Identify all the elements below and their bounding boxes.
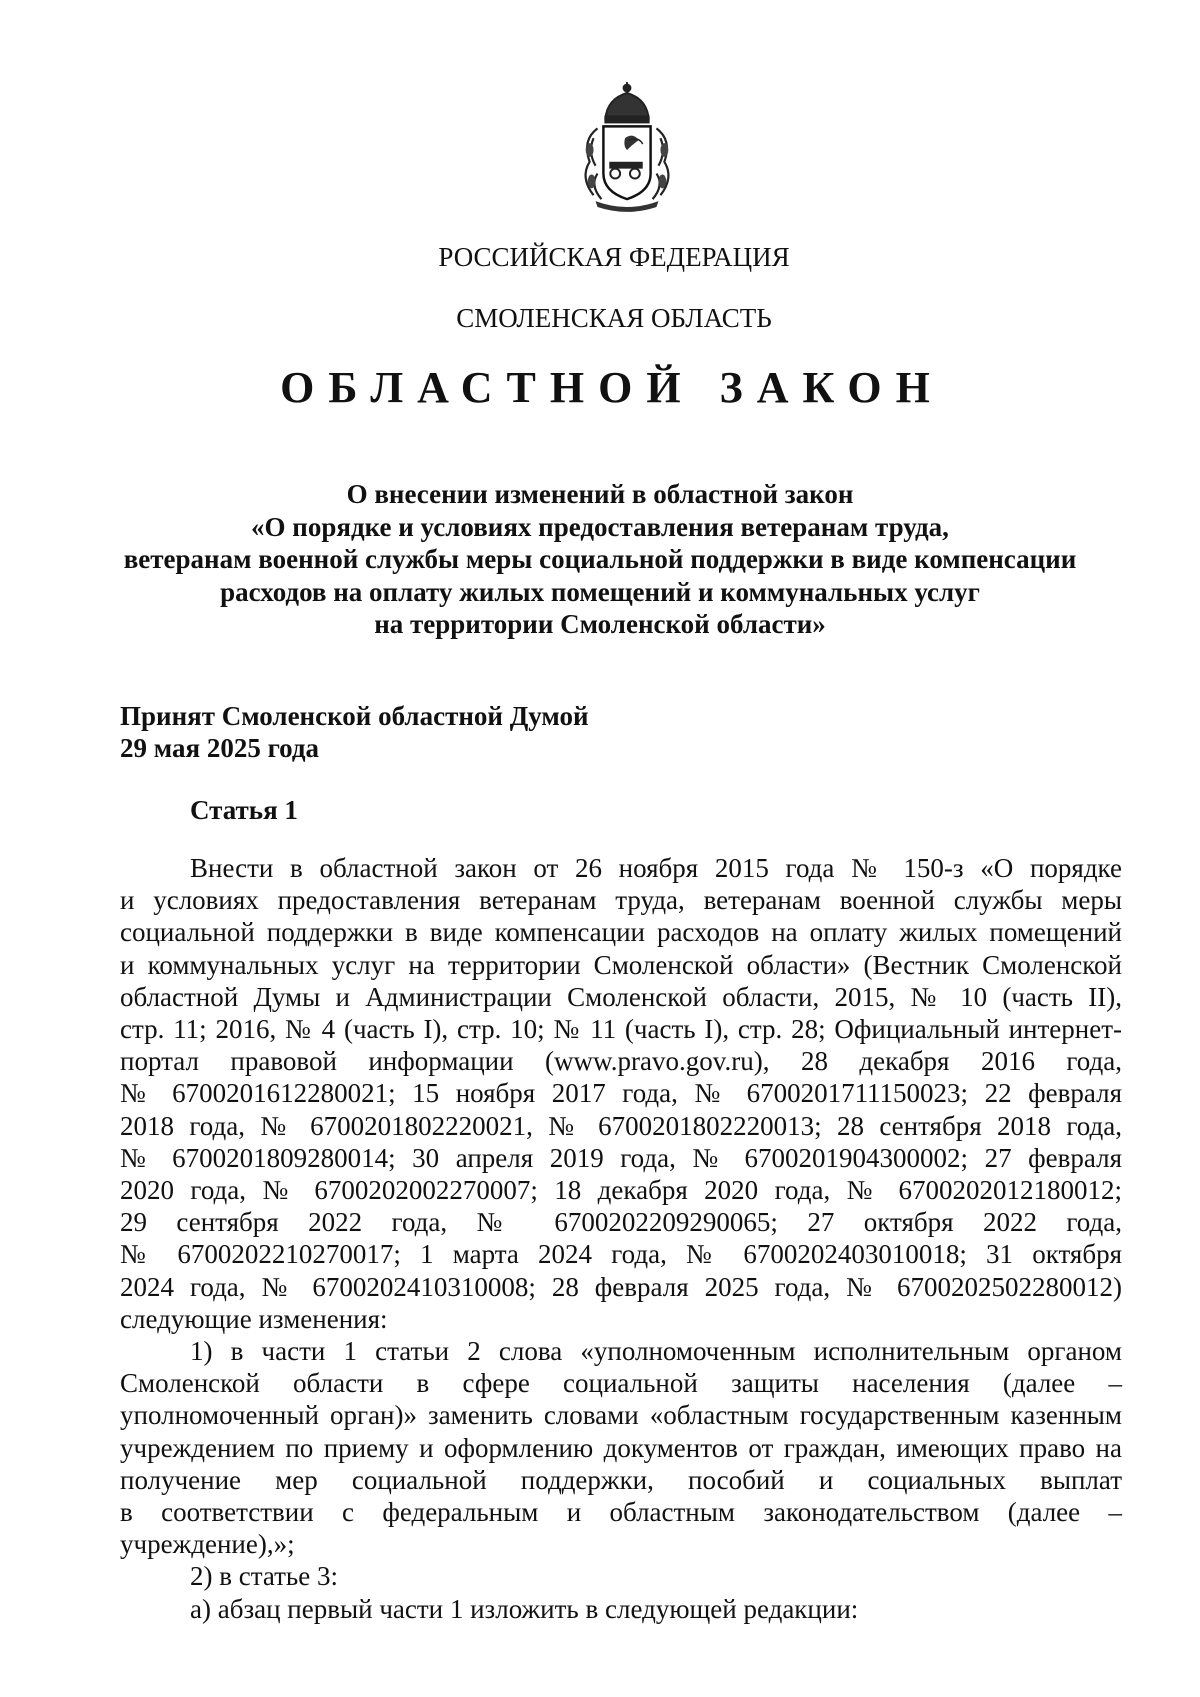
article-heading: Статья 1 (190, 795, 298, 825)
text-line: 2018 года, № 6700201802220021, № 6700201802220013; 28 сентября 2018 года, (120, 1110, 1122, 1141)
text-line: № 6700201809280014; 30 апреля 2019 года, № 6700201904300002; 27 февраля (120, 1142, 1122, 1173)
adoption-info (120, 700, 589, 764)
law-title-line: расходов на оплату жилых помещений и коммунальных услуг (220, 576, 980, 607)
country-name: РОССИЙСКАЯ ФЕДЕРАЦИЯ (438, 242, 790, 272)
text-line: а) абзац первый части 1 изложить в следующей редакции: (190, 1593, 859, 1624)
adopted-by: Принят Смоленской областной Думой (120, 701, 589, 731)
text-line: и условиях предоставления ветеранам труда, ветеранам военной службы меры (120, 885, 1122, 916)
law-title-line: на территории Смоленской области» (374, 609, 826, 639)
law-title-line: «О порядке и условиях предоставления ветеранам труда, (251, 511, 949, 542)
text-line: учреждением по приему и оформлению документов от граждан, имеющих право на (120, 1432, 1122, 1463)
smolensk-coat-of-arms-icon (568, 78, 686, 218)
article-body (120, 820, 1122, 1625)
text-line: получение мер социальной поддержки, пособий и социальных выплат (120, 1464, 1122, 1495)
text-line: уполномоченный орган)» заменить словами «областным государственным казенным (120, 1400, 1122, 1431)
adoption-date: 29 мая 2025 года (120, 733, 320, 763)
text-line: в соответствии с федеральным и областным законодательством (далее – (120, 1497, 1122, 1528)
text-line: 29 сентября 2022 года, № 6700202209290065; 27 октября 2022 года, (120, 1207, 1122, 1238)
text-line: областной Думы и Администрации Смоленской области, 2015, № 10 (часть II), (120, 981, 1122, 1012)
law-title (0, 478, 1200, 641)
text-line: и коммунальных услуг на территории Смоленской области» (Вестник Смоленской (120, 949, 1122, 980)
law-title-line: О внесении изменений в областной закон (346, 479, 854, 509)
text-line: социальной поддержки в виде компенсации расходов на оплату жилых помещений (120, 917, 1122, 948)
document-type: ОБЛАСТНОЙ ЗАКОН (280, 363, 944, 412)
text-line: 1) в части 1 статьи 2 слова «уполномоченным исполнительным органом (190, 1336, 1122, 1367)
region-name: СМОЛЕНСКАЯ ОБЛАСТЬ (456, 303, 772, 333)
text-line: 2020 года, № 6700202002270007; 18 декабря 2020 года, № 6700202012180012; (120, 1175, 1122, 1206)
text-line: 2024 года, № 6700202410310008; 28 февраля 2025 года, № 6700202502280012) (120, 1271, 1122, 1302)
text-line: учреждение),»; (120, 1529, 295, 1560)
text-line: портал правовой информации (www.pravo.gov.ru), 28 декабря 2016 года, (120, 1046, 1122, 1077)
text-line: следующие изменения: (120, 1303, 388, 1334)
text-line: стр. 11; 2016, № 4 (часть I), стр. 10; № 11 (часть I), стр. 28; Официальный интернет- (120, 1014, 1122, 1045)
law-title-line: ветеранам военной службы меры социальной поддержки в виде компенсации (123, 544, 1077, 574)
text-line: Внести в областной закон от 26 ноября 2015 года № 150-з «О порядке (190, 853, 1122, 883)
text-line: Смоленской области в сфере социальной защиты населения (далее – (120, 1368, 1122, 1399)
text-line: 2) в статье 3: (190, 1561, 338, 1592)
text-line: № 6700201612280021; 15 ноября 2017 года, № 6700201711150023; 22 февраля (120, 1078, 1122, 1109)
text-line: № 6700202210270017; 1 марта 2024 года, № 6700202403010018; 31 октября (120, 1239, 1122, 1270)
